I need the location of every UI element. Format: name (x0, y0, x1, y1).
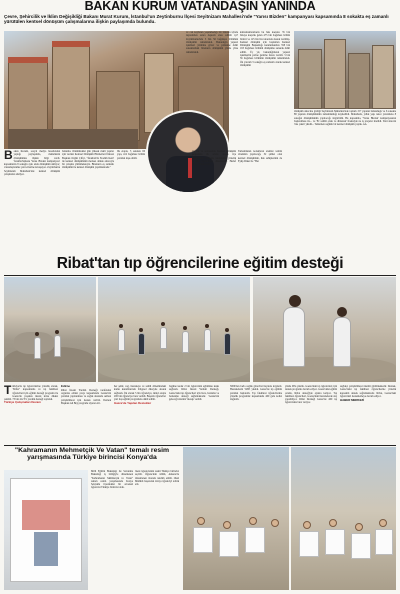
article-column-lead (4, 150, 60, 250)
drop-cap: T (4, 385, 12, 397)
headline-bakan-kurum: BAKAN KURUM VATANDAŞIN YANINDA (84, 0, 316, 13)
drop-cap: B (4, 150, 13, 162)
article-text: her şehir, sağ, hastaneye ve sahili dönemindeki kamu kurumlarında bölgesel düzeyde destek sağlandı. İlk olarak 5 bin öğrenciye, ikinci etapta 200 bin öğrenciye burs verildi. Başarılı öğrenciler yurt dışı eğitim programına dahil edildi. (114, 385, 166, 402)
article-column: yüzde 99'u yıkıldı. Gazze'deki tıp öğrencileri için destek programı devam ediyor. Gazze'deki eğitim ortamı, Ribat desteğiyle ayakta kalıyor. Tıp fakültesi öğrencileri, Gazze'deki hastanelerde staj yapabiliyor. Ribat Derneği Gazze'de 400 tıp öğrencisine burs veriyor. (285, 385, 337, 405)
neighborhood-photo (294, 31, 396, 109)
article-column: Tamamlanan konutların anahtar teslim töreninin yapılacağı, 32 şiddet olan kentsel dönüşümün, hak sahiplerinin de Eyüp Diker ile "Her (238, 150, 282, 163)
article-text: sağlıkçı yetiştirilmesi önemli görülmektedir. Dernek, Gazze'deki tıp fakültesi öğrencilerine yönelik kapsamlı destek sağlamaktadır. Ribat, Gazze'deki öğrencileri desteklemeye devam ediyor. (340, 385, 396, 398)
divider (4, 445, 396, 446)
article-column: İlk etapta, 3 sokakta 60 yapı, 412 bağımsız bölüm yeniden inşa edildi. (117, 150, 145, 160)
lede-bakan-kurum: Çevre, Şehircilik ve İklim Değişikliği Bakanı Murat Kurum, İstanbul'un Zeytinburnu İlçesi Seyitnizam Mahallesi'nde "Yarısı Bizden" kampanyası kapsamında 8 sokakta eş zamanlı yürütülen kentsel dönüşüm çalışmalarına ilişkin paylaşımda bulundu. (4, 14, 389, 25)
article-column (340, 385, 396, 443)
rubble-students-photo (4, 277, 96, 382)
article-subhead: Gazze'de Yapılan Destekler (114, 401, 152, 406)
article-column: bulundu. Önümüzdeki gün yüksek riskli yapılar için verilen Kentsel Dönüşüm Hizmetleri Dairesi Başkanı Orgün Çiftçi, "İstanbul'da 'Kadim Kent' ile kentsel dönüşümünü merkez almak amacıyla bir çalışma yürütmekteyiz. Binaların eş zamanlı dönüşümü ile kentsel dönüşüm yapılmaktadır." (62, 150, 114, 170)
article-text: Ribat İnsani Yardım Derneği tarafından organize edilen proje kapsamında Gazze'nin yeniden yapılanması ve sağlık alanında uzman yetiştirilmesi için destek verildi. Dernek Başkanı Ali Bey programı ziyaret etti. (61, 388, 111, 406)
divider (4, 275, 396, 276)
article-column: kahramanlarımızın bu hak kazanır. 35 bin binaya karşılık gelen 475 bin bağımsız bölüm birinci ve 125 bin lira tutarında destek verilmiş. Kentsel dönüşüm için başlatılan Kentsel Dönüşüm Başkanlığı kurulumundan 358 bin 193 bağımsız bölümü dönüşüme sunarak dahil edildi. Üç yıl, bakanlığımızın yapısal işlemlerini yerine getirme fırsatı verildi. 5 bin 56 bağımsız bölümün dönüşümü tamamlandı. Ön yatırım 3 sokağın eş zamanlı olarak kentsel dönüşümü (240, 31, 290, 67)
medical-student-photo (253, 277, 396, 382)
article-lead-text: akan Kurum, sosyal medya hesabından yaptığı paylaşımda, mahallenin dönüşümüne ilişkin bilgi verdi. 'İstanbul'umuzu Yarısı Bizden kampanyası' kapsamında 8 sokağın aynı anda dönüşümü sürüyor; vatandaşlarımız yeni evlerine kavuşuyor. Zeytinburnu Seyitnizam Mahallesi'nde kentsel dönüşüm çalışmaları sürüyor. (4, 150, 60, 177)
headline-ribat: Ribat'tan tıp öğrencilerine eğitim desteği (56, 255, 344, 272)
students-with-drawings-photo (291, 447, 396, 590)
article-column: 3000'den fazla sağlık görevlisi hayatını kaybetti. Hastanelerin %80'i yıkıldı. Gazze'de tıp eğitimi yeniden başlatıldı. Tıp fakültesi öğrencilerine yönelik programlar kapsamında 400 gıda kolisi dağıtıldı. (230, 385, 282, 402)
article-lead-text: ürkiye'de tıp öğrencilerine yönelik olarak, "Ribat" kapsamında ve tıp fakültesi öğrencileri için eğitim desteği programı ile Gazze'de yaşanan insani krize dikkat çekildi. 73 bin 412 TL yardım desteği toplandı. (4, 385, 58, 402)
article-column: da, bu ve sonrasında Kentsel dönüşüm projesinin ilk adımı olarak ilçe yönetimine, mahalle sakinlerine yönelik tanıtım toplantıları düzenlendi. Hedef 2025 yılının sonu. (192, 150, 236, 167)
article-subhead: Edirne (61, 385, 70, 388)
headline-resim-yarismasi: "Kahramanın Mehmetçik Ve Vatan" temalı resim yarışmasında Türkiye birincisi Konya'da (14, 447, 170, 462)
article-column: ve can kaybının yaşanmadığı bir binanın içinde depremden sonra deprem olası adildir içi? Zeytinburnu'nda 5 bin 56 bağımsız bölümün dönüşümü tamamlandı. Bakanlığın yapısal işlemleri yürütme görev ve yetkisine dahil sokaklardaki binaların dönüşümü yüzde yüze tamamlandı. (186, 31, 238, 54)
article-column: lisesi öğrencisinin resmi Türkiye birincisi seçildi. Öğrencinin ödülü, Ankara'da düzenlenen törende takdim edildi. Okul Müdürü başarıdan dolayı öğrenciyi tebrik etti. (135, 470, 179, 487)
award-drawing-photo (4, 470, 88, 590)
students-walking-photo (98, 277, 250, 382)
article-byline: HABER MERKEZİ (340, 397, 365, 402)
article-column (114, 385, 166, 443)
article-column: Milli Eğitim Bakanlığı ile Savunma Bakanlığı iş birliğiyle düzenlenen "Kahramanın Mehmetçik ve Vatan" temalı resim yarışmasında Konya Selçuklu ilçesindeki bir ortaokul öğrencisi Türkiye birincisi oldu. (91, 470, 133, 490)
students-with-drawings-photo (183, 447, 289, 590)
article-column: dönüşüm sürecine girdiği Seyitnizam Mahallesi'nde toplam 157 yapının bulunduğu ve 6 sokakta 88 yapının dönüşümünün tamamlandığı kaydedildi. Mahallede, yıllık yapı rekor yatırımına 8 sokağın dönüşümünün yapılacağı öngörüldü. Bu kapsamda, 'Yarısı Bizden' kampanyasının başlatılması ile... ve 'Ev sahibi olanı ve dinlenen' ifadesiyle ne iş projeler üretildi. Yeni sürecin 'öne çıkan' yüzdü... Tamamen sağlıklı bir kentsel dönüşüm yaptık. AA (294, 110, 396, 127)
article-column: bugüne kadar 2 bin öğrencinin eğitimine katkı sağlandı. Ribat İnsani Yardım Derneği, Gazze'deki tıp öğrencileri için burs, barınma ve beslenme desteği sağlamaktadır. 'Gazze'nin geleceği sizsiniz' mesajı verildi. (169, 385, 219, 402)
article-subhead: Türkiye Çalışmaları Devam (4, 400, 41, 405)
article-column (61, 385, 111, 443)
article-column-lead (4, 385, 58, 443)
